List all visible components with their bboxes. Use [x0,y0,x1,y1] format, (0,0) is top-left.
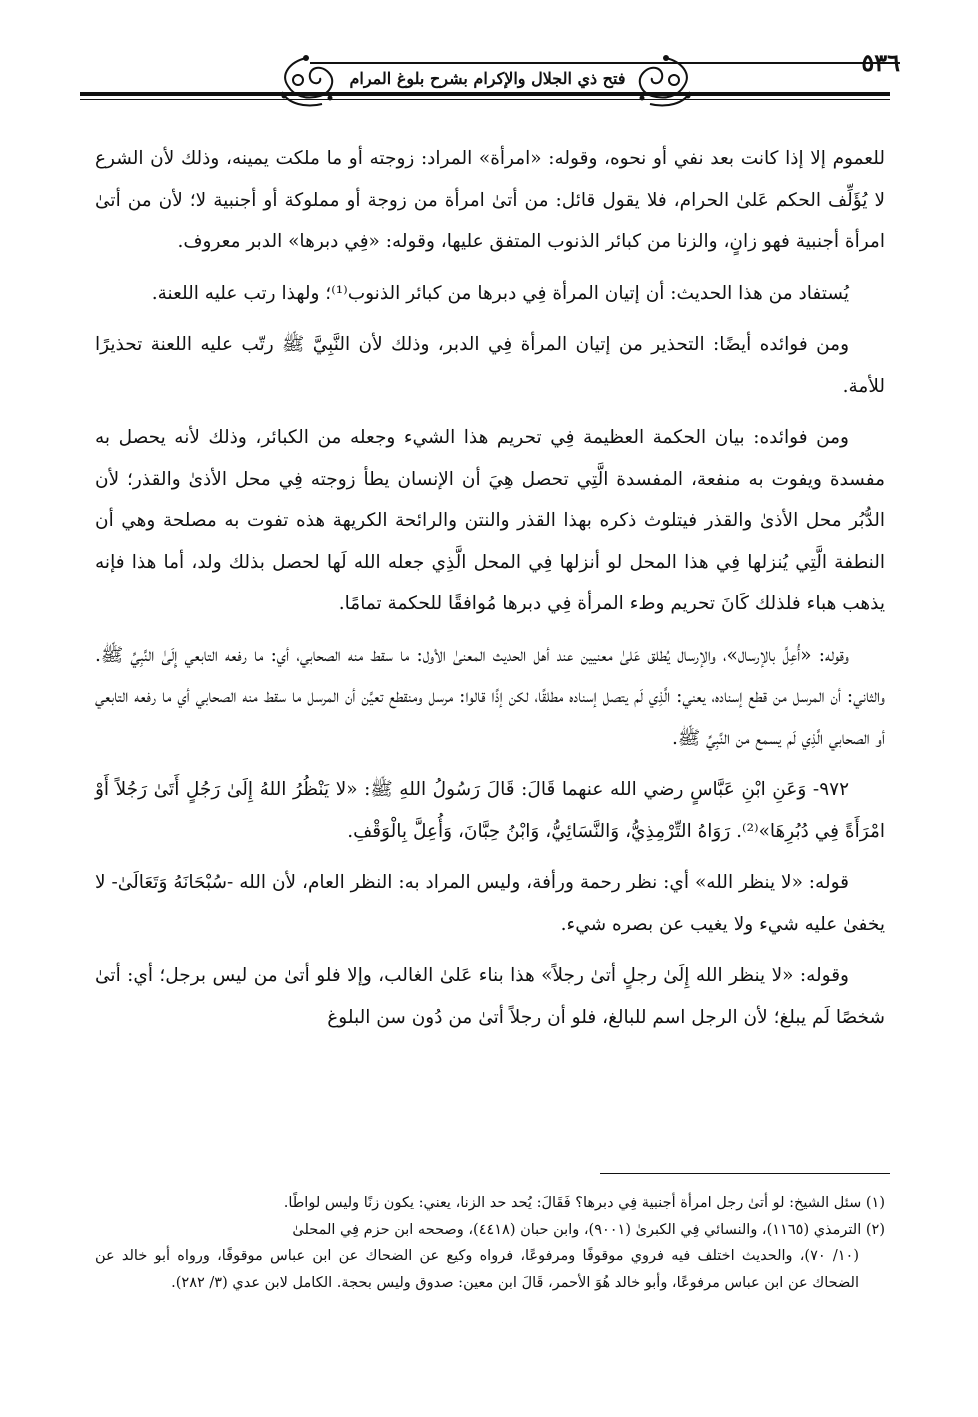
header-rule-top [310,62,900,64]
header-rule-thin [80,99,890,100]
footnote-2-continued: (١٠/ ٧٠)، والحديث اختلف فيه فروي موقوفًا ومرفوعًا، فرواه وكيع عن الضحاك عن ابن عباس موقوفًا، ورواه أبو خالد عن الضحاك عن ابن عباس مرفوعًا، وأبو خالد هُوَ الأحمر، قَالَ ابن معين: صدوق وليس بحجة. الكامل لابن عدي (٣/ ٢٨٢). [95,1248,860,1291]
ornament-right-icon [630,52,702,112]
paragraph-7: وقوله: «لا ينظر الله إِلَىٰ رجلٍ أتىٰ رجلاً» هذا بناء عَلىٰ الغالب، وإلا فلو أتىٰ من ليس برجل؛ أي: أتىٰ شخصًا لَم يبلغ؛ لأن الرجل اسم للبالغ، فلو أن رجلاً أتىٰ من دُون سن البلوغ [95,965,885,1028]
footnotes [95,1190,885,1296]
running-title: فتح ذي الجلال والإكرام بشرح بلوغ المرام [349,69,626,88]
footnote-1: (١) سئل الشيخ: لو أتىٰ رجل امرأة أجنبية فِي دبرها؟ فَقَالَ: يُحد حد الزنا، يعني: يكون زنًا وليس لواطًا. [283,1195,885,1211]
paragraph-5: وقوله: «أُعِلَّ بالإرسال»، والإرسال يُطلق عَلىٰ معنيين عند أهل الحديث المعنىٰ الأول: ما سقط منه الصحابي، أي: ما رفعه التابعي إِلَىٰ النَّبِيِّ ﷺ. والثاني: أن المرسل من قطع إسناده، يعني: الَّذِي لَم يتصل إسناده مطلقًا، لكن إذًا قالوا: مرسل ومنقطع تعيَّن أن المرسل ما سقط منه الصحابي أي ما رفعه التابعي أو الصحابي الَّذِي لَم يسمع من النَّبِيِّ ﷺ. [95,644,885,749]
page-header [60,48,910,124]
footnote-separator [600,1173,890,1174]
paragraph-3: ومن فوائده أيضًا: التحذير من إتيان المرأة فِي الدبر، وذلك لأن النَّبِيَّ ﷺ رتّب عليه اللعنة تحذيرًا للأمة. [95,334,885,397]
paragraph-4: ومن فوائده: بيان الحكمة العظيمة فِي تحريم هذا الشيء وجعله من الكبائر، وذلك لأنه يحصل به مفسدة ويفوت به منفعة، المفسدة الَّتِي تحصل هِيَ أن الإنسان يطأ زوجته فِي محل الأذىٰ والقذر؛ لأن الدُّبُر محل الأذىٰ والقذر فيتلوث ذكره بهذا القذر والنتن والرائحة الكريهة هذه تفوت به مصلحة وهي أن النطفة الَّتِي يُنزلها فِي هذا المحل لو أنزلها فِي المحل الَّذِي جعله الله لَها لحصل بذلك ولد، أما هذا فإنه يذهب هباء فلذلك كَانَ تحريم وطء المرأة فِي دبرها مُوافقًا للحكمة تمامًا. [95,427,885,614]
hadith-972: ٩٧٢- وَعَنِ ابْنِ عَبَّاسٍ رضي الله عنهما قَالَ: قَالَ رَسُولُ اللهِ ﷺ: «لا يَنْظُرُ اللهُ إِلَىٰ رَجُلٍ أَتَىٰ رَجُلاً أَوْ امْرَأَةً فِي دُبُرِهَا»⁽²⁾. رَوَاهُ التِّرْمِذِيُّ، وَالنَّسَائِيُّ، وَابْنُ حِبَّانَ، وَأُعِلَّ بِالْوَقْفِ. [95,779,885,842]
page-number: ٥٣٦ [861,48,900,77]
main-text [95,138,885,1048]
paragraph-2: يُستفاد من هذا الحديث: أن إتيان المرأة فِي دبرها من كبائر الذنوب⁽¹⁾؛ ولهذا رتب عليه اللعنة. [151,282,849,304]
paragraph-1: للعموم إلا إذا كانت بعد نفي أو نحوه، وقوله: «امرأة» المراد: زوجته أو ما ملكت يمينه، وذلك لأن الشرع لا يُؤَلِّف الحكم عَلىٰ الحرام، فلا يقول قائل: من أتىٰ امرأة من زوجة أو مملوكة أو أجنبية لا؛ لأن من أتىٰ امرأة أجنبية فهو زانٍ، والزنا من كبائر الذنوب المتفق عليها، وقوله: «فِي دبرها» الدبر معروف. [95,148,885,252]
footnote-2: (٢) الترمذي (١١٦٥)، والنسائي فِي الكبرىٰ (٩٠٠١)، وابن حبان (٤٤١٨)، وصححه ابن حزم فِي المحلىٰ [292,1221,885,1238]
paragraph-6: قوله: «لا ينظر الله» أي: نظر رحمة ورأفة، وليس المراد به: النظر العام، لأن الله -سُبْحَانَهُ وَتَعَالَىٰ- لا يخفىٰ عليه شيء ولا يغيب عن بصره شيء. [95,872,885,935]
ornament-left-icon [270,52,342,112]
header-rule-thick [80,92,890,96]
